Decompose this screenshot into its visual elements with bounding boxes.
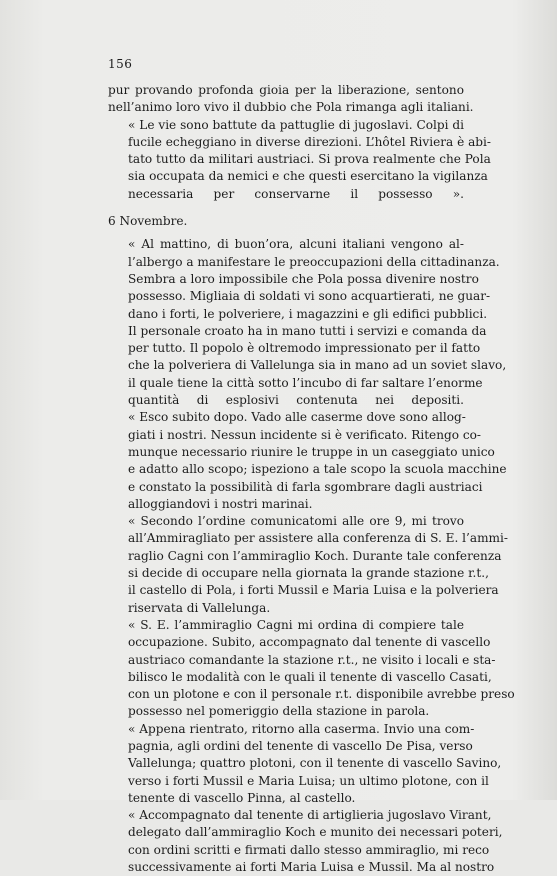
paragraph: « Al mattino, di buon’ora, alcuni italiani vengono al- l’albergo a manifestare le preoccupazioni della cittadinanza. Sembra a loro impossibile che Pola possa divenire nostro possesso. Migliaia di soldati vi sono acquartierati, ne guar- dano i forti, le polveriere, i magazzini e gli edifici pubblici. Il personale croato ha in mano tutti i servizi e comanda da per tutto. Il popolo è oltremodo impressionato per il fatto che la polveriera di Vallelunga sia in mano ad un soviet slavo, il quale tiene la città sotto l’incubo di far saltare l’enorme quantità di esplosivi contenuta nei depositi. bbox=[128, 237, 507, 408]
paragraph: « Secondo l’ordine comunicatomi alle ore 9, mi trovo all’Ammiragliato per assistere alla conferenza di S. E. l’ammi- raglio Cagni con l’ammiraglio Koch. Durante tale conferenza si decide di occupare nella giornata la grande stazione r.t., il castello di Pola, i forti Mussil e Maria Luisa e la polveriera riservata di Vallelunga. bbox=[128, 514, 508, 615]
body-text bbox=[108, 82, 515, 876]
paragraph: « Accompagnato dal tenente di artiglieria jugoslavo Virant, delegato dall’ammiraglio Koch e munito dei necessari poteri, con ordini scritti e firmati dallo stesso ammiraglio, mi reco successivamente ai forti Maria Luisa e Mussil. Ma al nostro bbox=[128, 808, 503, 875]
paragraph: « S. E. l’ammiraglio Cagni mi ordina di compiere tale occupazione. Subito, accompagnato dal tenente di vascello austriaco comandante la stazione r.t., ne visito i locali e sta- bilisco le modalità con le quali il tenente di vascello Casati, con un plotone e con il personale r.t. disponibile avrebbe preso possesso nel pomeriggio della stazione in parola. bbox=[128, 617, 515, 719]
date-heading: 6 Novembre. bbox=[108, 214, 188, 229]
paragraph: « Appena rientrato, ritorno alla caserma. Invio una com- pagnia, agli ordini del tenente di vascello De Pisa, verso Vallelunga; quattro plotoni, con il tenente di vascello Savino, verso i forti Mussil e Maria Luisa; un ultimo plotone, con il tenente di vascello Pinna, al castello. bbox=[128, 721, 502, 805]
page-number: 156 bbox=[108, 57, 133, 71]
paragraph: pur provando profonda gioia per la liberazione, sentono nell’animo loro vivo il dubbio che Pola rimanga agli italiani. bbox=[108, 83, 474, 115]
paragraph: « Esco subito dopo. Vado alle caserme dove sono allog- giati i nostri. Nessun incidente si è verificato. Ritengo co- munque necessario riunire le truppe in un caseggiato unico e adatto allo scopo; ispeziono a tale scopo la scuola macchine e constato la possibilità di farla sgombrare dagli austriaci alloggiandovi i nostri marinai. bbox=[128, 410, 507, 511]
paragraph: « Le vie sono battute da pattuglie di jugoslavi. Colpi di fucile echeggiano in diverse direzioni. L’hôtel Riviera è abi- tato tutto da militari austriaci. Si prova realmente che Pola sia occupata da nemici e che questi esercitano la vigilanza necessaria per conservarne il possesso ». bbox=[128, 117, 491, 201]
